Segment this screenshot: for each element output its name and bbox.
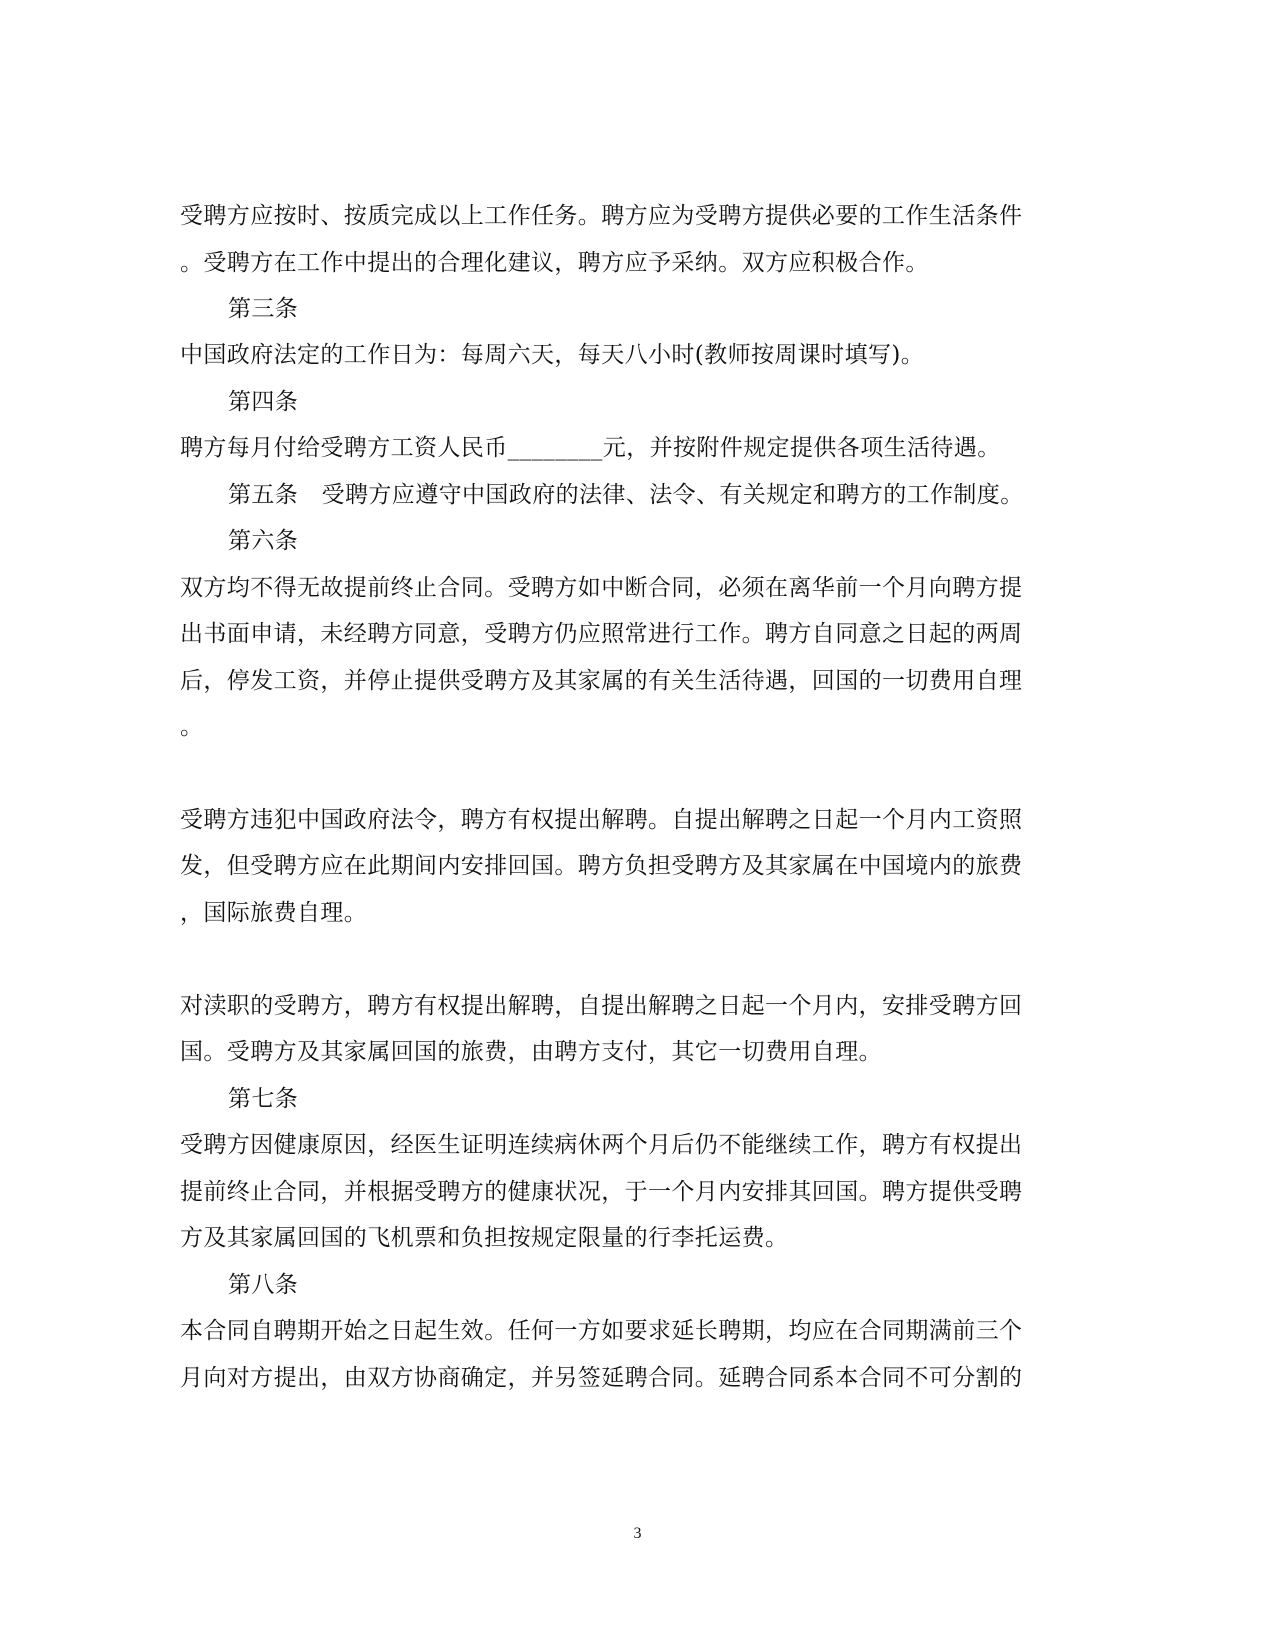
paragraph-line: 受聘方违犯中国政府法令，聘方有权提出解聘。自提出解聘之日起一个月内工资照 — [180, 807, 1023, 833]
paragraph-line: 月向对方提出，由双方协商确定，并另签延聘合同。延聘合同系本合同不可分割的 — [180, 1365, 1023, 1391]
article-heading-8: 第八条 — [228, 1272, 299, 1298]
paragraph-line: 出书面申请，未经聘方同意，受聘方仍应照常进行工作。聘方自同意之日起的两周 — [180, 621, 1023, 647]
paragraph-line: 聘方每月付给受聘方工资人民币________元，并按附件规定提供各项生活待遇。 — [180, 435, 1001, 461]
paragraph-line: 受聘方应按时、按质完成以上工作任务。聘方应为受聘方提供必要的工作生活条件 — [180, 203, 1023, 229]
paragraph-line: ，国际旅费自理。 — [180, 900, 368, 926]
article-heading-4: 第四条 — [228, 389, 299, 415]
paragraph-line: 发，但受聘方应在此期间内安排回国。聘方负担受聘方及其家属在中国境内的旅费 — [180, 853, 1023, 879]
paragraph-line: 。 — [180, 714, 204, 740]
article-5-line: 第五条 受聘方应遵守中国政府的法律、法令、有关规定和聘方的工作制度。 — [228, 482, 1024, 508]
paragraph-line: 国。受聘方及其家属回国的旅费，由聘方支付，其它一切费用自理。 — [180, 1039, 882, 1065]
paragraph-line: 后，停发工资，并停止提供受聘方及其家属的有关生活待遇，回国的一切费用自理 — [180, 668, 1023, 694]
paragraph-line: 双方均不得无故提前终止合同。受聘方如中断合同，必须在离华前一个月向聘方提 — [180, 575, 1023, 601]
paragraph-line: 提前终止合同，并根据受聘方的健康状况，于一个月内安排其回国。聘方提供受聘 — [180, 1179, 1023, 1205]
article-heading-3: 第三条 — [228, 296, 299, 322]
page-number: 3 — [633, 1525, 642, 1542]
paragraph-line: 方及其家属回国的飞机票和负担按规定限量的行李托运费。 — [180, 1225, 789, 1251]
paragraph-line: 对渎职的受聘方，聘方有权提出解聘，自提出解聘之日起一个月内，安排受聘方回 — [180, 993, 1023, 1019]
paragraph-line: 本合同自聘期开始之日起生效。任何一方如要求延长聘期，均应在合同期满前三个 — [180, 1318, 1023, 1344]
paragraph-line: 受聘方因健康原因，经医生证明连续病休两个月后仍不能继续工作，聘方有权提出 — [180, 1132, 1023, 1158]
article-heading-7: 第七条 — [228, 1086, 299, 1112]
paragraph-line: 中国政府法定的工作日为：每周六天，每天八小时(教师按周课时填写)。 — [180, 342, 925, 368]
paragraph-line: 。受聘方在工作中提出的合理化建议，聘方应予采纳。双方应积极合作。 — [180, 250, 929, 276]
article-heading-6: 第六条 — [228, 528, 299, 554]
